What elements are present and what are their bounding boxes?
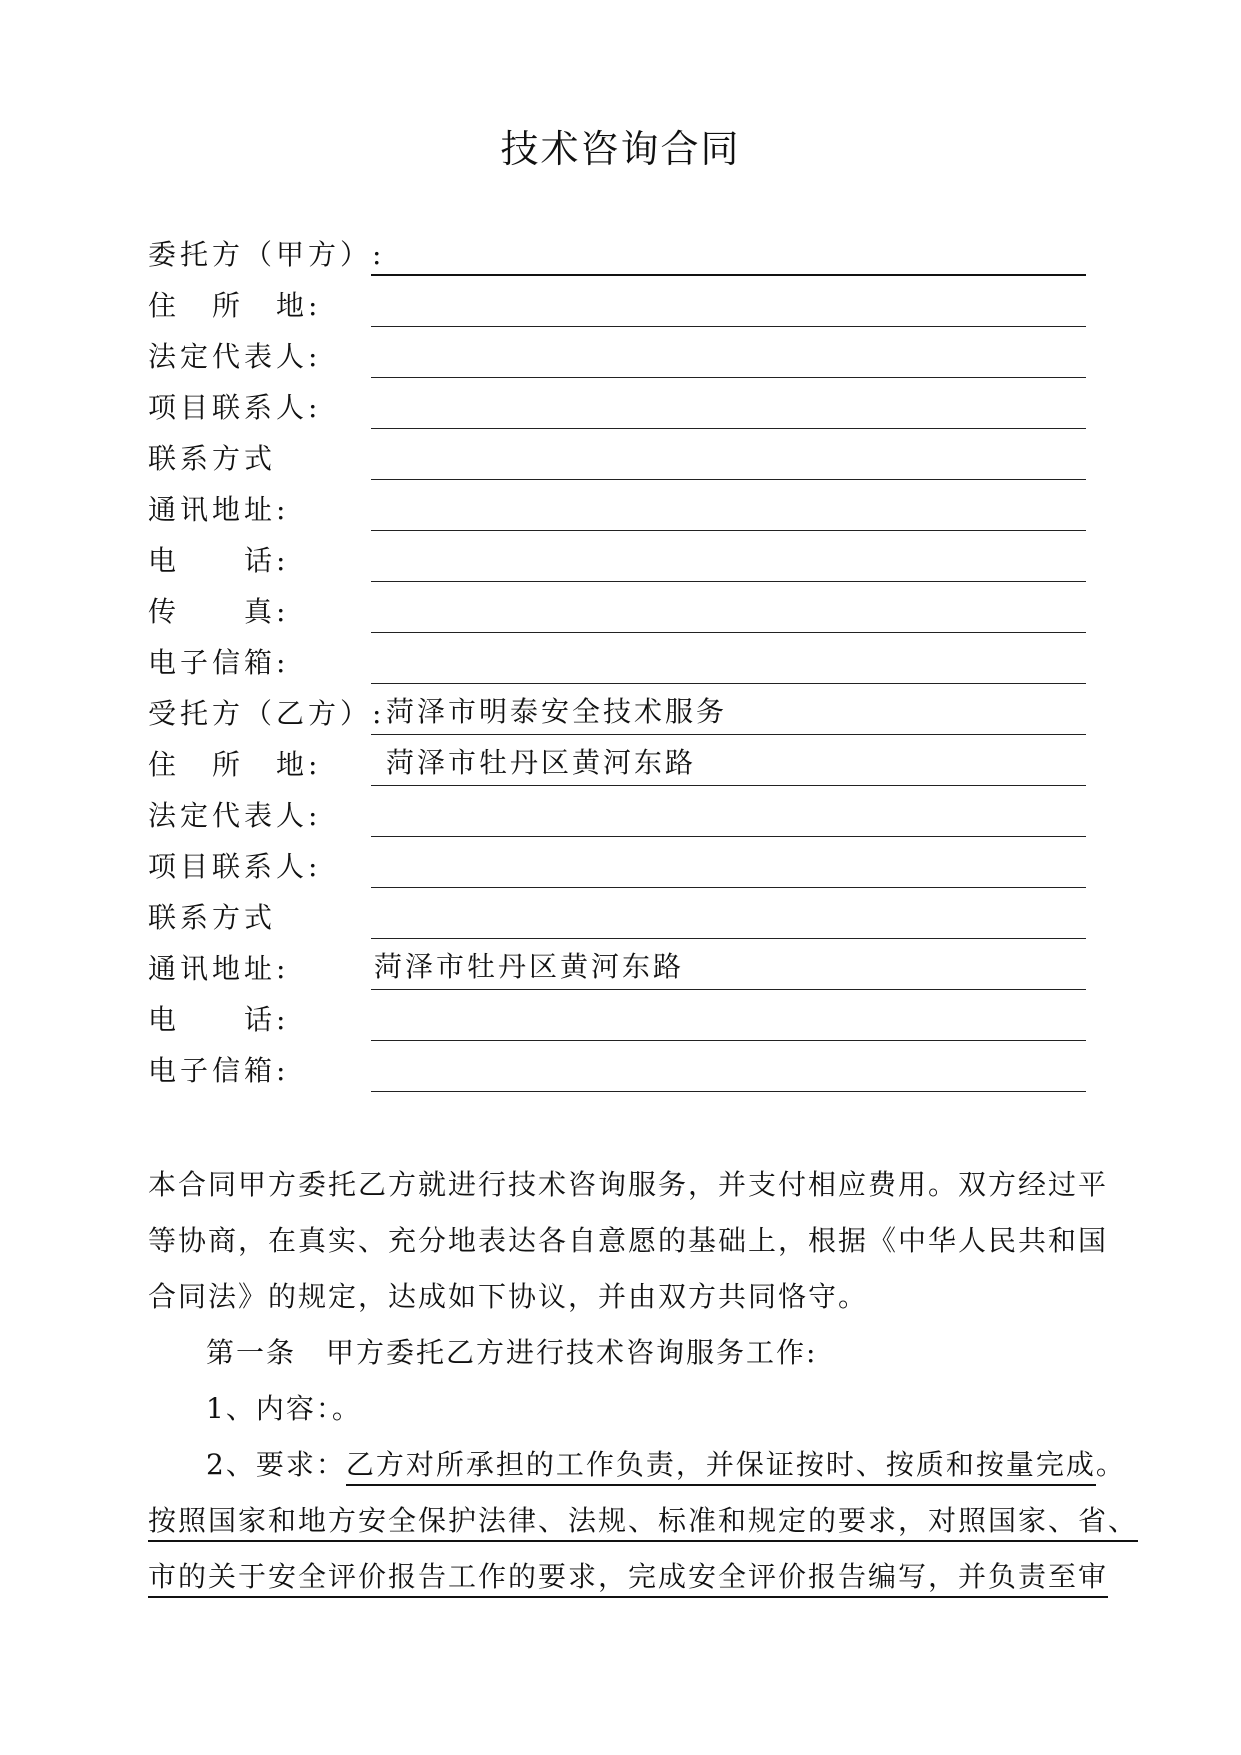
party-b-phone-row xyxy=(148,990,1088,1041)
item-2-line-2-text: 按照国家和地方安全保护法律、法规、标准和规定的要求，对照国家、省、 xyxy=(148,1504,1138,1542)
party-a-mail-address-row xyxy=(148,480,1088,531)
party-a-fax-label: 传 真: xyxy=(148,595,290,628)
party-b-name-value: 菏泽市明泰安全技术服务 xyxy=(386,695,728,728)
item-2-requirements xyxy=(206,1443,1146,1483)
item-2-line-3-text: 市的关于安全评价报告工作的要求，完成安全评价报告编写，并负责至审 xyxy=(148,1560,1108,1598)
party-b-contact-method-row xyxy=(148,888,1088,939)
party-a-email-label: 电子信箱: xyxy=(148,646,290,679)
party-b-email-label: 电子信箱: xyxy=(148,1054,290,1087)
party-b-contact-method-label: 联系方式 xyxy=(148,901,277,934)
party-b-legal-rep-label: 法定代表人: xyxy=(148,799,322,832)
party-a-mail-address-label: 通讯地址: xyxy=(148,493,290,526)
party-b-legal-rep-row xyxy=(148,786,1088,837)
party-b-mail-address-label: 通讯地址: xyxy=(148,952,290,985)
party-b-phone-label: 电 话: xyxy=(148,1003,290,1036)
party-a-legal-rep-row xyxy=(148,327,1088,378)
party-b-email-row xyxy=(148,1041,1088,1092)
intro-line-1: 本合同甲方委托乙方就进行技术咨询服务，并支付相应费用。双方经过平 xyxy=(148,1168,1109,1201)
item-2-line-2 xyxy=(148,1499,1139,1539)
party-b-mail-address-value: 菏泽市牡丹区黄河东路 xyxy=(374,950,685,983)
intro-line-2: 等协商，在真实、充分地表达各自意愿的基础上，根据《中华人民共和国 xyxy=(148,1224,1109,1257)
party-b-email-line xyxy=(371,1091,1086,1092)
item-2-underlined-text: 乙方对所承担的工作负责，并保证按时、按质和按量完成 xyxy=(346,1448,1096,1486)
party-a-residence-label: 住 所 地: xyxy=(148,289,322,322)
party-a-legal-rep-label: 法定代表人: xyxy=(148,340,322,373)
party-b-contact-person-label: 项目联系人: xyxy=(148,850,322,883)
party-b-residence-label: 住 所 地: xyxy=(148,748,322,781)
party-a-phone-label: 电 话: xyxy=(148,544,290,577)
party-a-row xyxy=(148,225,1088,276)
party-a-contact-person-row xyxy=(148,378,1088,429)
party-b-contact-person-row xyxy=(148,837,1088,888)
item-1-content: 1、内容：。 xyxy=(206,1392,362,1425)
party-a-contact-method-row xyxy=(148,429,1088,480)
party-b-mail-address-row xyxy=(148,939,1088,990)
party-a-residence-row xyxy=(148,276,1088,327)
party-b-row xyxy=(148,684,1088,735)
item-2-line-3 xyxy=(148,1555,1109,1595)
item-2-label: 2、要求： xyxy=(206,1448,346,1481)
article-1-heading: 第一条 甲方委托乙方进行技术咨询服务工作: xyxy=(206,1336,818,1369)
party-a-phone-row xyxy=(148,531,1088,582)
intro-line-3: 合同法》的规定，达成如下协议，并由双方共同恪守。 xyxy=(148,1280,869,1313)
party-a-contact-method-label: 联系方式 xyxy=(148,442,277,475)
party-a-heading: 委托方（甲方）: xyxy=(148,238,386,271)
party-b-heading: 受托方（乙方）: xyxy=(148,697,386,730)
party-a-email-row xyxy=(148,633,1088,684)
item-2-end-mark: 。 xyxy=(1095,1448,1126,1481)
contract-title: 技术咨询合同 xyxy=(500,127,741,171)
party-b-residence-row xyxy=(148,735,1088,786)
party-a-contact-person-label: 项目联系人: xyxy=(148,391,322,424)
party-b-residence-value: 菏泽市牡丹区黄河东路 xyxy=(386,746,697,779)
party-a-fax-row xyxy=(148,582,1088,633)
